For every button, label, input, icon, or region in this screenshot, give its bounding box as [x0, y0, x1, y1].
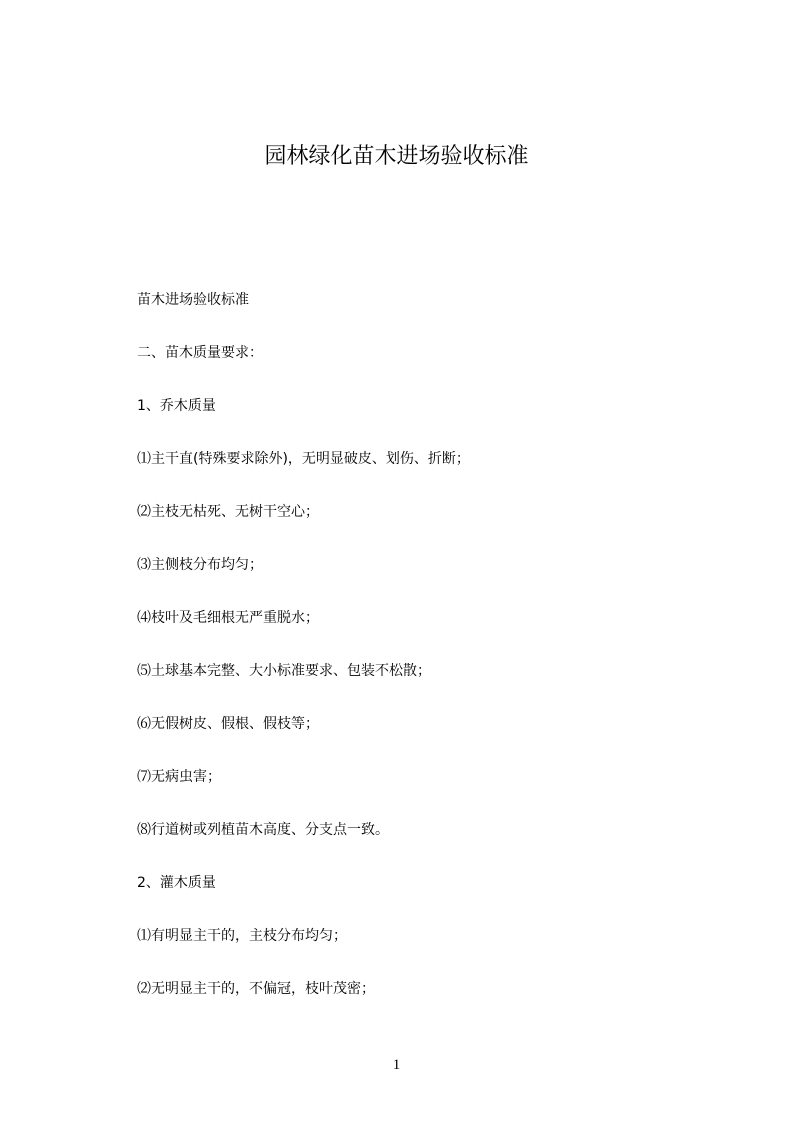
- section-heading: 二、苗木质量要求：: [137, 345, 263, 361]
- list-item: ⑻行道树或列植苗木高度、分支点一致。: [137, 822, 389, 838]
- subsection-heading: 1、乔木质量: [137, 398, 216, 414]
- list-item: ⑹无假树皮、假根、假枝等；: [137, 716, 319, 732]
- list-item: ⑵无明显主干的，不偏冠，枝叶茂密；: [137, 981, 375, 997]
- document-title: 园林绿化苗木进场验收标准: [264, 144, 529, 169]
- list-item: ⑷枝叶及毛细根无严重脱水；: [137, 610, 319, 626]
- section-heading: 苗木进场验收标准: [137, 292, 249, 308]
- list-item: ⑺无病虫害；: [137, 769, 221, 785]
- document-body: [137, 287, 697, 1029]
- list-item: ⑵主枝无枯死、无树干空心；: [137, 504, 319, 520]
- page-number: 1: [392, 1057, 401, 1073]
- list-item: ⑴有明显主干的，主枝分布均匀；: [137, 928, 347, 944]
- list-item: ⑶主侧枝分布均匀；: [137, 557, 263, 573]
- subsection-heading: 2、灌木质量: [137, 875, 216, 891]
- list-item: ⑴主干直(特殊要求除外)，无明显破皮、划伤、折断；: [137, 451, 470, 467]
- list-item: ⑸土球基本完整、大小标准要求、包装不松散；: [137, 663, 431, 679]
